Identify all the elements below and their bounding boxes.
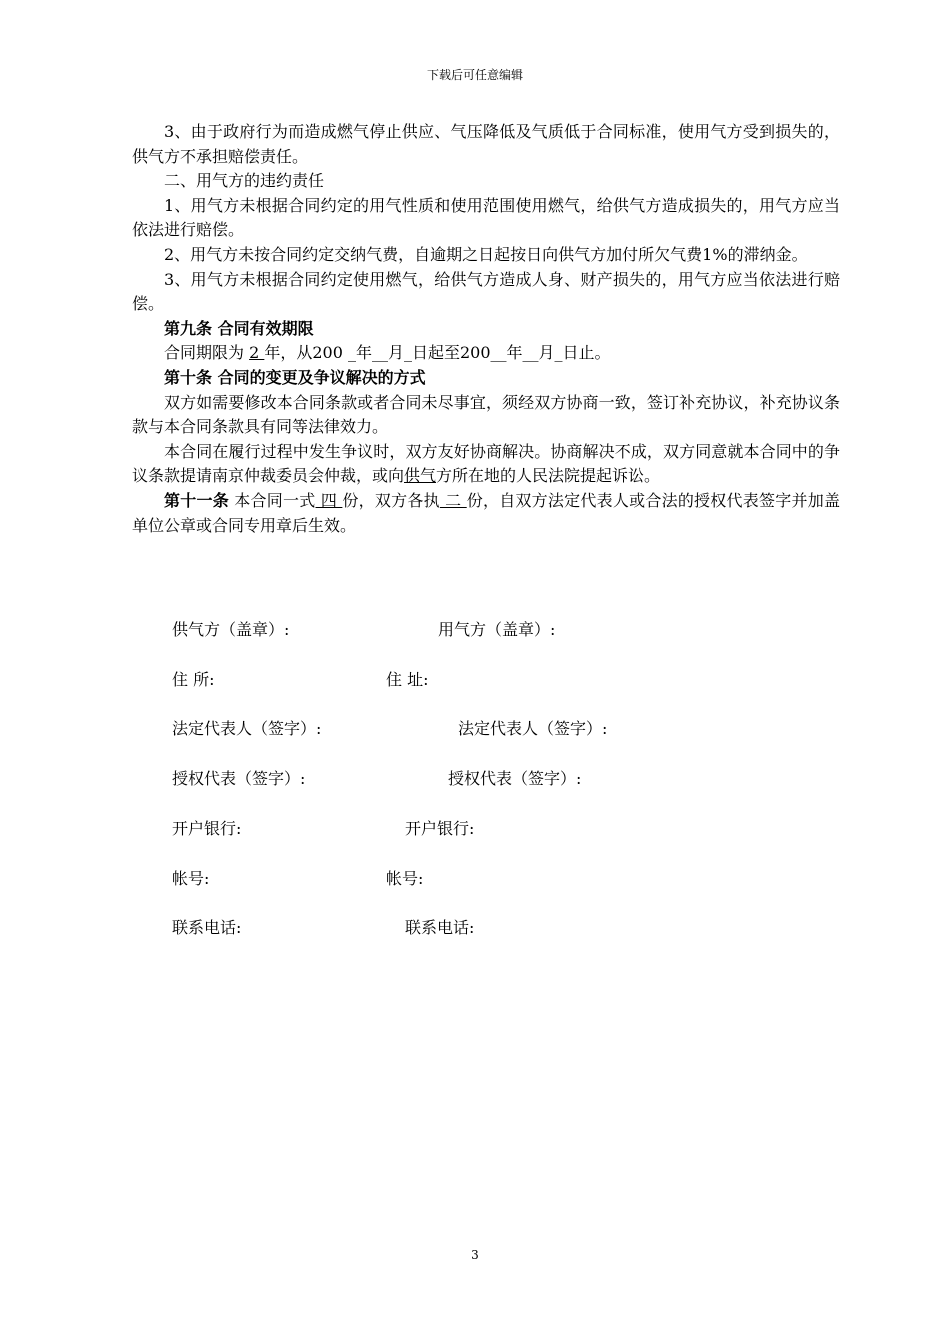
dispute-party: 供气	[404, 466, 437, 486]
term-prefix: 合同期限为	[164, 343, 250, 363]
paragraph-user-misuse: 1、用气方未根据合同约定的用气性质和使用范围使用燃气，给供气方造成损失的，用气方应当依法进行赔偿。	[132, 195, 840, 240]
term-years: 2	[249, 343, 265, 363]
user-seal-label: 用气方（盖章）:	[438, 620, 556, 639]
section-user-liability: 二、用气方的违约责任	[164, 171, 325, 191]
copies-each-count: 二	[439, 490, 467, 510]
paragraph-dispute	[132, 440, 840, 489]
article-9-heading: 第九条 合同有效期限	[164, 318, 314, 338]
page-number: 3	[471, 1248, 479, 1262]
supplier-account-label: 帐号:	[172, 869, 210, 888]
user-account-label: 帐号:	[386, 869, 424, 888]
copies-suffix: 份，自双方法定代表人或合法的授权代表签字并加盖单位公章或合同专用章后生效。	[132, 490, 840, 535]
signature-row-auth-rep	[0, 767, 950, 791]
contract-body	[132, 120, 840, 538]
supplier-phone-label: 联系电话:	[172, 918, 242, 937]
supplier-seal-label: 供气方（盖章）:	[172, 620, 290, 639]
signature-row-account	[0, 867, 950, 891]
copies-each-prefix: 份，双方各执	[342, 490, 440, 510]
article-10-heading: 第十条 合同的变更及争议解决的方式	[164, 367, 426, 387]
paragraph-late-fee: 2、用气方未按合同约定交纳气费，自逾期之日起按日向供气方加付所欠气费1%的滞纳金。	[164, 244, 808, 264]
user-legal-rep-label: 法定代表人（签字）:	[458, 719, 608, 738]
dispute-text: 本合同在履行过程中发生争议时，双方友好协商解决。协商解决不成，双方同意就本合同中的争议条款提请南京仲裁委员会仲裁，或向	[132, 441, 840, 486]
user-bank-label: 开户银行:	[405, 819, 475, 838]
user-auth-rep-label: 授权代表（签字）:	[448, 769, 582, 788]
user-address-label: 住 址:	[386, 670, 429, 689]
page-header: 下载后可任意编辑	[426, 68, 523, 82]
article-11-heading: 第十一条	[164, 490, 229, 510]
copies-count: 四	[315, 490, 343, 510]
supplier-legal-rep-label: 法定代表人（签字）:	[172, 719, 322, 738]
paragraph-user-damage: 3、用气方未根据合同约定使用燃气，给供气方造成人身、财产损失的，用气方应当依法进行赔偿。	[132, 269, 840, 314]
dispute-court: 方所在地的人民法院提起诉讼。	[436, 466, 661, 486]
term-period: 年，从200 _年__月_日起至200__年__月_日止。	[264, 343, 611, 363]
paragraph-amendment: 双方如需要修改本合同条款或者合同未尽事宜，须经双方协商一致，签订补充协议，补充协议条款与本合同条款具有同等法律效力。	[132, 392, 840, 437]
signature-row-bank	[0, 817, 950, 841]
signature-row-phone	[0, 916, 950, 940]
supplier-auth-rep-label: 授权代表（签字）:	[172, 769, 306, 788]
supplier-address-label: 住 所:	[172, 670, 215, 689]
signature-row-legal-rep	[0, 717, 950, 741]
supplier-bank-label: 开户银行:	[172, 819, 242, 838]
user-phone-label: 联系电话:	[405, 918, 475, 937]
signature-row-address	[0, 668, 950, 692]
signature-row-seal	[0, 618, 950, 642]
paragraph-government-action: 3、由于政府行为而造成燃气停止供应、气压降低及气质低于合同标准，使用气方受到损失的，供气方不承担赔偿责任。	[132, 122, 840, 166]
paragraph-contract-term	[132, 341, 840, 366]
copies-prefix: 本合同一式	[228, 490, 316, 510]
paragraph-effectiveness	[132, 489, 840, 538]
